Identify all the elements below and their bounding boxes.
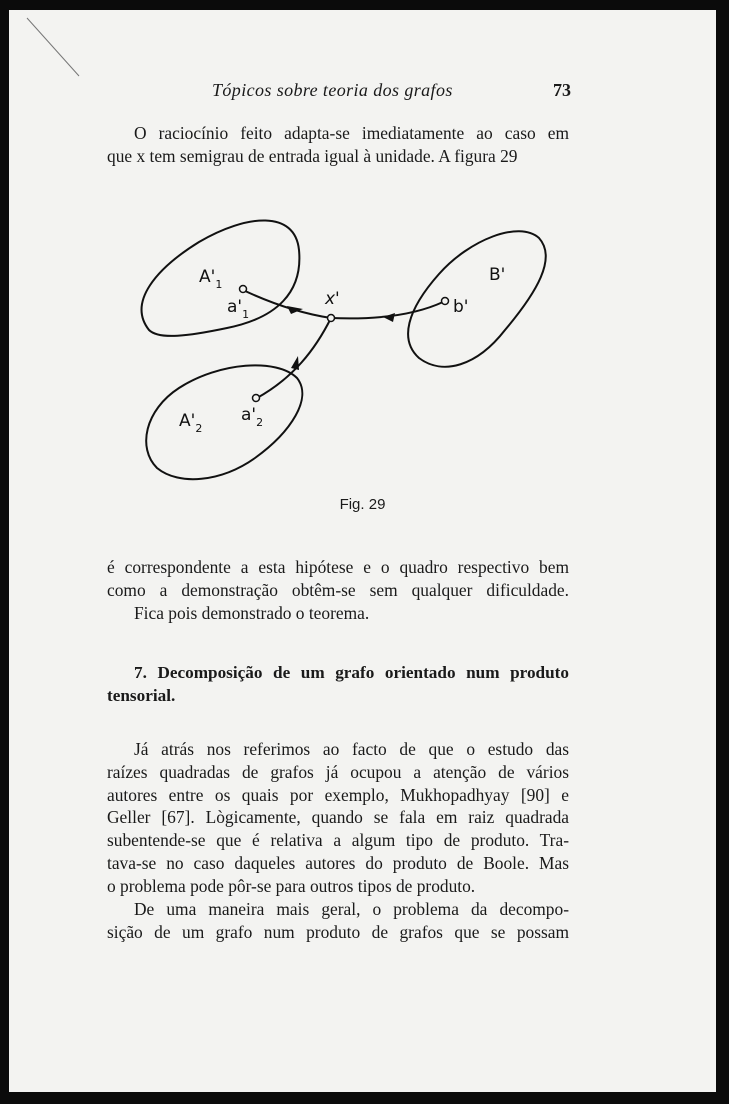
text-line: Geller [67]. Lògicamente, quando se fala em raiz quadrada	[107, 807, 569, 828]
label-vertex-a1: $a'_1$	[227, 297, 250, 321]
label-region-a2: $A'_2$	[179, 411, 203, 435]
region-b	[408, 231, 546, 367]
label-vertex-b: b'	[453, 297, 469, 317]
text-line: que x tem semigrau de entrada igual à unidade. A figura 29	[107, 145, 518, 166]
text-line: subentende-se que é relativa a algum tipo de produto. Tra-	[107, 830, 569, 851]
book-page	[9, 10, 716, 1092]
text-line: é correspondente a esta hipótese e o quadro respectivo bem	[107, 557, 569, 577]
heading-line: 7. Decomposição de um grafo orientado num produto	[134, 663, 569, 682]
arrowhead-a1	[287, 306, 303, 314]
paragraph-decomposition	[107, 898, 569, 944]
text-line: Fica pois demonstrado o teorema.	[134, 602, 370, 623]
label-vertex-a2: $a'_2$	[241, 405, 264, 429]
running-head	[9, 80, 716, 104]
label-vertex-x: x'	[325, 289, 340, 309]
heading-line: tensorial.	[107, 685, 176, 705]
text-line: raízes quadradas de grafos já ocupou a atenção de vários	[107, 761, 569, 782]
vertex-a2	[253, 395, 260, 402]
arrowhead-x	[383, 313, 395, 322]
scan-corner-mark	[9, 10, 129, 130]
paragraph-intro	[107, 122, 569, 168]
text-line: autores entre os quais por exemplo, Mukhopadhyay [90] e	[107, 784, 569, 805]
paragraph-square-roots	[107, 738, 569, 898]
page-number: 73	[553, 80, 571, 100]
figure-29-graph	[127, 200, 557, 490]
text-line: O raciocínio feito adapta-se imediatamente ao caso em	[134, 123, 569, 143]
figure-caption: Fig. 29	[339, 496, 386, 513]
text-line: sição de um grafo num produto de grafos que se possam	[107, 921, 569, 942]
vertex-x	[328, 315, 335, 322]
arrowhead-a2	[291, 356, 299, 370]
vertex-b	[442, 298, 449, 305]
text-line: De uma maneira mais geral, o problema da decompo-	[134, 899, 569, 919]
text-line: Já atrás nos referimos ao facto de que o estudo das	[134, 739, 569, 759]
edge-x-to-a2	[257, 318, 331, 398]
text-line: o problema pode pôr-se para outros tipos de produto.	[107, 875, 476, 896]
text-line: como a demonstração obtêm-se sem qualquer dificuldade.	[107, 579, 569, 600]
text-line: tava-se no caso daqueles autores do produto de Boole. Mas	[107, 852, 569, 873]
running-title: Tópicos sobre teoria dos grafos	[212, 80, 453, 100]
paragraph-conclusion	[107, 556, 569, 624]
edge-x-to-a1	[243, 290, 331, 318]
vertex-a1	[240, 286, 247, 293]
label-region-a1: $A'_1$	[199, 267, 223, 291]
label-region-b: B'	[489, 265, 506, 285]
section-heading	[107, 662, 569, 707]
